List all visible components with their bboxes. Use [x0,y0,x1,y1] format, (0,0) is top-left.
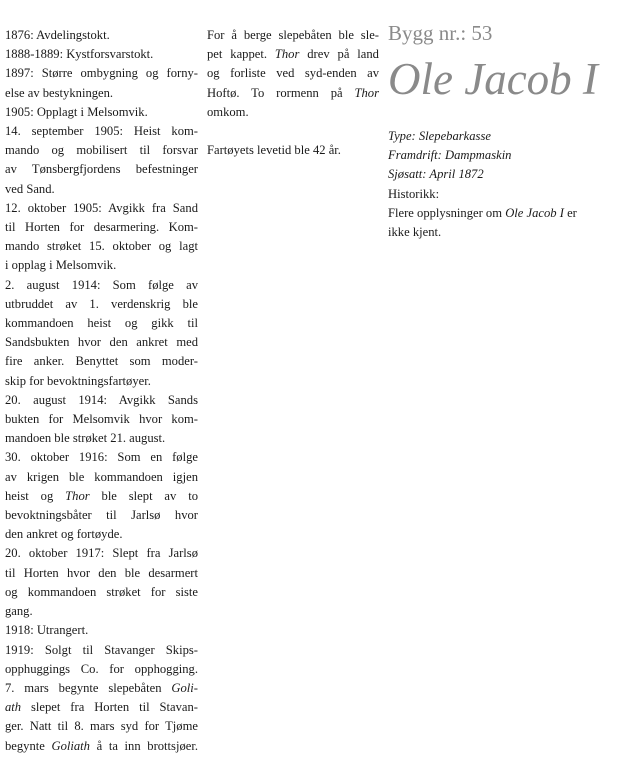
text-line [207,141,379,160]
text-line [5,295,198,314]
text-segment: Sandsbukten hvor den ankret med [5,335,198,350]
text-segment: Hoftø. To rormenn på [207,85,355,100]
text-segment: 2. august 1914: Som følge av [5,277,198,292]
text-segment: 1897: Større ombygning og forny- [5,66,198,81]
meta-propulsion: Framdrift: Dampmaskin [388,148,512,163]
text-segment: mando og mobilisert til forsvar [5,143,198,158]
text-segment: av krigen ble kommandoen igjen [5,469,198,484]
meta-history-label: Historikk: [388,186,440,201]
text-segment: til Horten hvor den ble desarmert [5,565,198,580]
text-segment: 1905: Opplagt i Melsomvik. [5,104,148,119]
text-line [207,103,379,122]
text-line [5,410,198,429]
text-segment: 1918: Utrangert. [5,623,89,638]
text-segment: og kommandoen strøket for siste [5,584,198,599]
text-line [388,204,618,223]
text-segment: 1919: Solgt til Stavanger Skips- [5,642,198,657]
text-segment: til Horten for desarmering. Kom- [5,220,198,235]
text-line [5,583,198,602]
text-line [5,333,198,352]
text-segment: 20. oktober 1917: Slept fra Jarlsø [5,546,198,561]
text-segment: ved Sand. [5,181,55,196]
meta-launched: Sjøsatt: April 1872 [388,167,484,182]
text-line [5,199,198,218]
text-segment: ikke kjent. [388,225,442,240]
text-segment: mandoen ble strøket 21. august. [5,431,166,446]
text-segment: av Tønsbergfjordens befestninger [5,162,198,177]
text-line [5,276,198,295]
text-line [5,660,198,679]
text-line [5,26,198,45]
text-segment: mando strøket 15. oktober og lagt [5,239,198,254]
text-line [5,679,198,698]
text-line [5,717,198,736]
text-segment: gang. [5,604,33,619]
text-line [5,564,198,583]
text-line [207,84,379,103]
ship-metadata [388,127,618,242]
text-segment: 1888-1889: Kystforsvarstokt. [5,47,154,62]
ship-name-text: Goli- [171,680,198,695]
text-segment: opphuggings Co. for opphogging. [5,661,198,676]
text-segment: utbruddet av 1. verdenskrig ble [5,296,198,311]
paragraph-gap [207,122,379,141]
text-line [5,698,198,717]
history-note [388,204,618,242]
text-segment: ble slept av to [89,488,198,503]
text-segment: slepet fra Horten til Stavan- [21,700,198,715]
text-line [207,45,379,64]
history-column-2 [207,26,379,160]
build-number: Bygg nr.: 53 [388,21,493,45]
meta-type: Type: Slepebarkasse [388,129,491,143]
text-segment: 30. oktober 1916: Som en følge [5,450,198,465]
text-segment: å ta inn brottsjøer. [89,738,198,753]
text-segment: begynte [5,738,52,753]
text-segment: og forliste ved syd-enden av [207,66,379,81]
text-segment: bukten for Melsomvik hvor kom- [5,412,198,427]
text-line [5,602,198,621]
text-line [5,45,198,64]
text-segment: Fartøyets levetid ble 42 år. [207,143,341,158]
text-line [5,160,198,179]
text-line [5,103,198,122]
text-segment: 12. oktober 1905: Avgikk fra Sand [5,200,198,215]
text-line [5,237,198,256]
text-segment: drev på land [299,47,379,62]
text-line [5,122,198,141]
text-segment: heist og [5,488,66,503]
text-line [5,218,198,237]
text-line [5,621,198,640]
text-segment: For å berge slepebåten ble sle- [207,28,379,42]
text-line [5,487,198,506]
text-segment: 7. mars begynte slepebåten [5,680,172,695]
text-segment: Flere opplysninger om [388,205,506,220]
ship-name-text: ath [5,700,22,715]
text-line [5,468,198,487]
text-line [5,525,198,544]
text-line [207,64,379,83]
text-line [5,544,198,563]
text-segment: er [563,205,577,220]
ship-title: Ole Jacob I [388,54,598,104]
text-segment: 1876: Avdelingstokt. [5,28,110,42]
text-line [5,641,198,660]
text-line [5,64,198,83]
ship-name-text: Thor [354,85,379,100]
text-segment: 14. september 1905: Heist kom- [5,124,198,139]
text-line [5,314,198,333]
ship-name-text: Thor [274,47,300,62]
text-line [5,506,198,525]
text-segment: omkom. [207,104,249,119]
text-segment: den ankret og fortøyde. [5,527,123,542]
text-line [5,737,198,756]
text-line [5,352,198,371]
text-segment: pet kappet. [207,47,275,62]
text-line [5,84,198,103]
text-line [207,26,379,45]
text-line [5,372,198,391]
text-segment: else av bestykningen. [5,85,114,100]
text-segment: fire anker. Benyttet som moder- [5,354,198,369]
text-segment: bevoktningsbåter til Jarlsø hvor [5,508,198,523]
text-segment: ger. Natt til 8. mars syd for Tjøme [5,719,198,734]
text-line [5,429,198,448]
text-line [5,141,198,160]
ship-name-text: Ole Jacob I [505,205,564,220]
text-line [5,391,198,410]
text-segment: skip for bevoktningsfartøyer. [5,373,151,388]
text-line [5,448,198,467]
ship-name-text: Thor [65,488,90,503]
text-line [5,180,198,199]
ship-name-text: Goliath [51,738,90,753]
history-column-1 [5,26,198,756]
text-segment: 20. august 1914: Avgikk Sands [5,392,198,407]
text-line [5,256,198,275]
text-line [388,223,618,242]
text-segment: i opplag i Melsomvik. [5,258,117,273]
text-segment: kommandoen heist og gikk til [5,316,198,331]
info-column [388,20,618,242]
